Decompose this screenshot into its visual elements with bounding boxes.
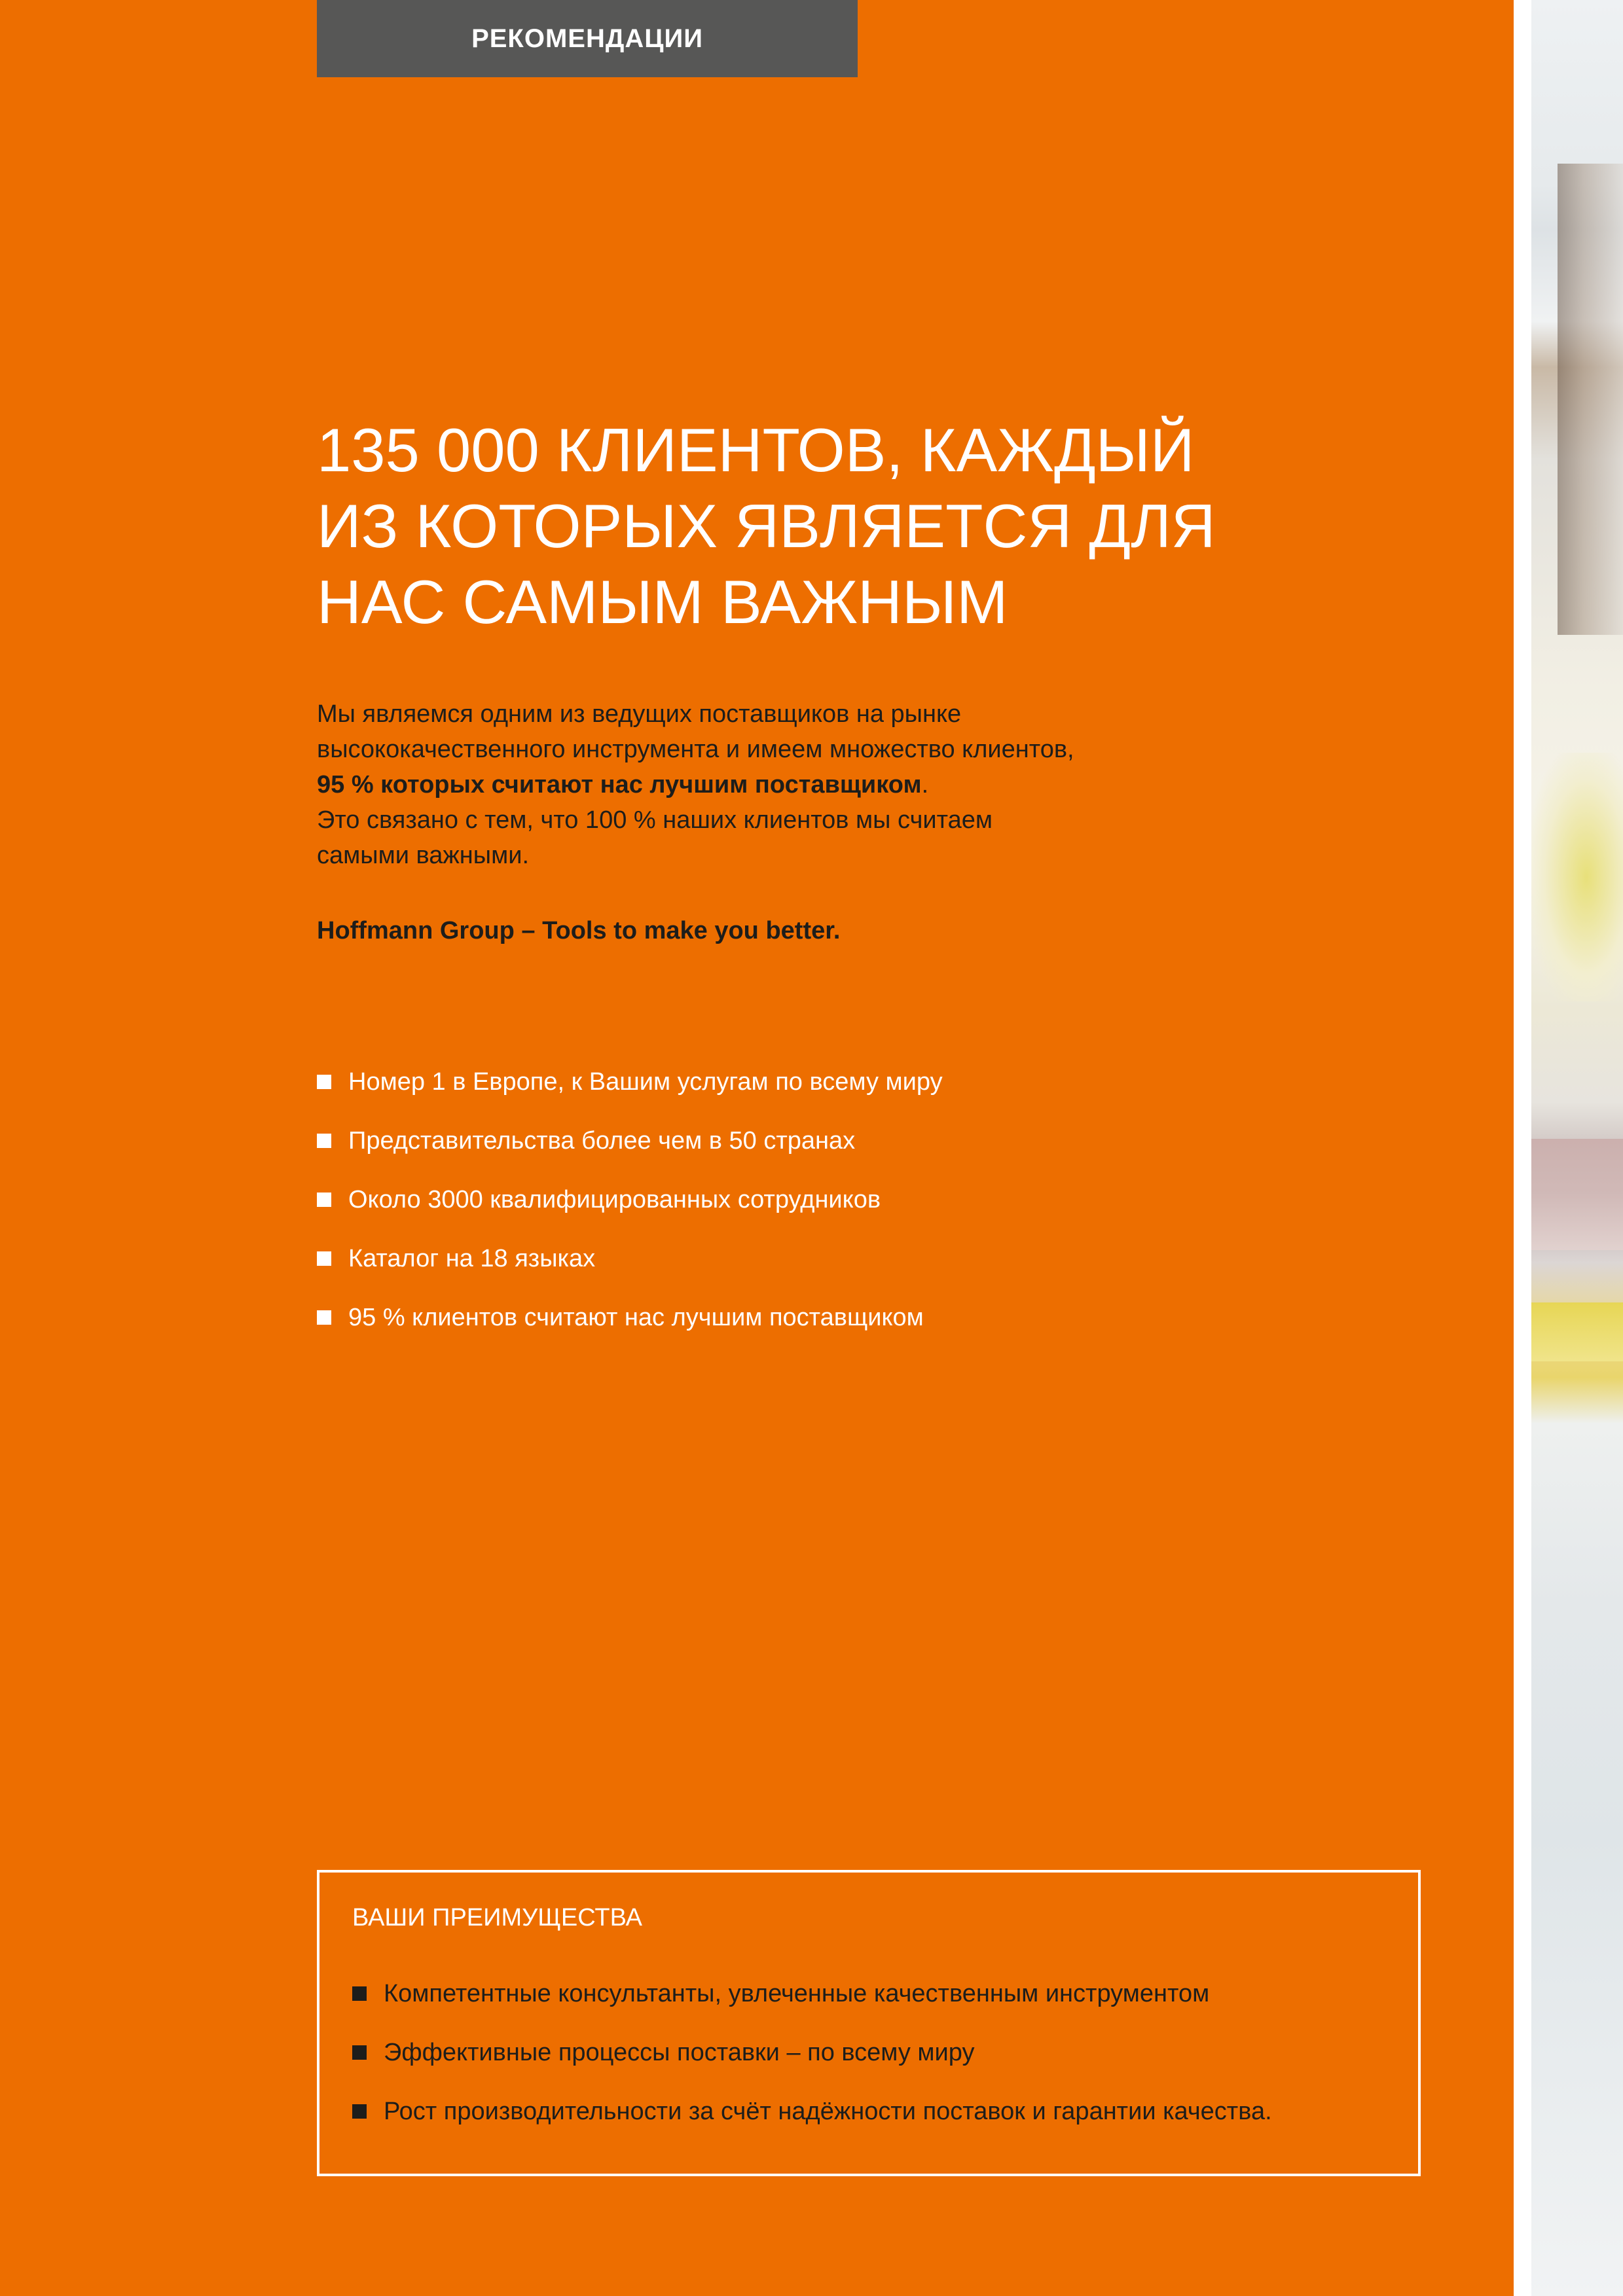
fact-text: Номер 1 в Европе, к Вашим услугам по всему миру bbox=[348, 1067, 943, 1096]
square-bullet-icon bbox=[317, 1251, 331, 1266]
page-gutter bbox=[1514, 0, 1531, 2296]
headline-line: НАС САМЫМ ВАЖНЫМ bbox=[317, 567, 1008, 636]
list-item bbox=[317, 1170, 1233, 1229]
section-tab: РЕКОМЕНДАЦИИ bbox=[317, 0, 858, 77]
benefits-list bbox=[352, 1964, 1400, 2141]
square-bullet-icon bbox=[317, 1193, 331, 1207]
square-bullet-icon bbox=[317, 1310, 331, 1325]
photo-shadow-shape bbox=[1558, 164, 1623, 635]
photo-pink-shape bbox=[1531, 1139, 1623, 1250]
page-headline bbox=[317, 412, 1233, 640]
benefit-text: Рост производительности за счёт надёжности поставок и гарантии качества. bbox=[384, 2097, 1272, 2125]
fact-text: 95 % клиентов считают нас лучшим поставщиком bbox=[348, 1303, 924, 1331]
cropped-photo-edge bbox=[1531, 0, 1623, 2296]
list-item bbox=[352, 1964, 1400, 2023]
benefits-title: ВАШИ ПРЕИМУЩЕСТВА bbox=[352, 1904, 643, 1931]
facts-list bbox=[317, 1052, 1233, 1347]
list-item bbox=[317, 1052, 1233, 1111]
benefits-box bbox=[317, 1870, 1421, 2176]
intro-paragraph bbox=[317, 696, 1168, 873]
intro-line: самыми важными. bbox=[317, 842, 530, 869]
intro-highlight-line bbox=[317, 767, 1168, 802]
intro-line: высококачественного инструмента и имеем множество клиентов, bbox=[317, 736, 1074, 763]
photo-yellow-bar bbox=[1531, 1302, 1623, 1361]
square-bullet-icon bbox=[352, 2104, 367, 2119]
square-bullet-icon bbox=[352, 1986, 367, 2001]
photo-yellow-shape bbox=[1531, 753, 1623, 1001]
list-item bbox=[317, 1288, 1233, 1347]
list-item bbox=[352, 2082, 1400, 2141]
company-slogan: Hoffmann Group – Tools to make you better. bbox=[317, 917, 841, 944]
list-item bbox=[317, 1229, 1233, 1288]
fact-text: Около 3000 квалифицированных сотрудников bbox=[348, 1185, 881, 1213]
headline-line: 135 000 КЛИЕНТОВ, КАЖДЫЙ bbox=[317, 416, 1195, 484]
intro-highlight: 95 % которых считают нас лучшим поставщиком bbox=[317, 771, 922, 798]
intro-line: Это связано с тем, что 100 % наших клиентов мы считаем bbox=[317, 806, 993, 834]
intro-highlight-end: . bbox=[921, 771, 929, 798]
fact-text: Представительства более чем в 50 странах bbox=[348, 1126, 856, 1155]
square-bullet-icon bbox=[317, 1075, 331, 1089]
square-bullet-icon bbox=[317, 1134, 331, 1148]
headline-line: ИЗ КОТОРЫХ ЯВЛЯЕТСЯ ДЛЯ bbox=[317, 492, 1216, 560]
fact-text: Каталог на 18 языках bbox=[348, 1244, 596, 1272]
list-item bbox=[317, 1111, 1233, 1170]
list-item bbox=[352, 2023, 1400, 2082]
benefit-text: Компетентные консультанты, увлеченные качественным инструментом bbox=[384, 1979, 1210, 2007]
benefit-text: Эффективные процессы поставки – по всему миру bbox=[384, 2038, 975, 2066]
square-bullet-icon bbox=[352, 2045, 367, 2060]
intro-line: Мы являемся одним из ведущих поставщиков на рынке bbox=[317, 700, 962, 728]
